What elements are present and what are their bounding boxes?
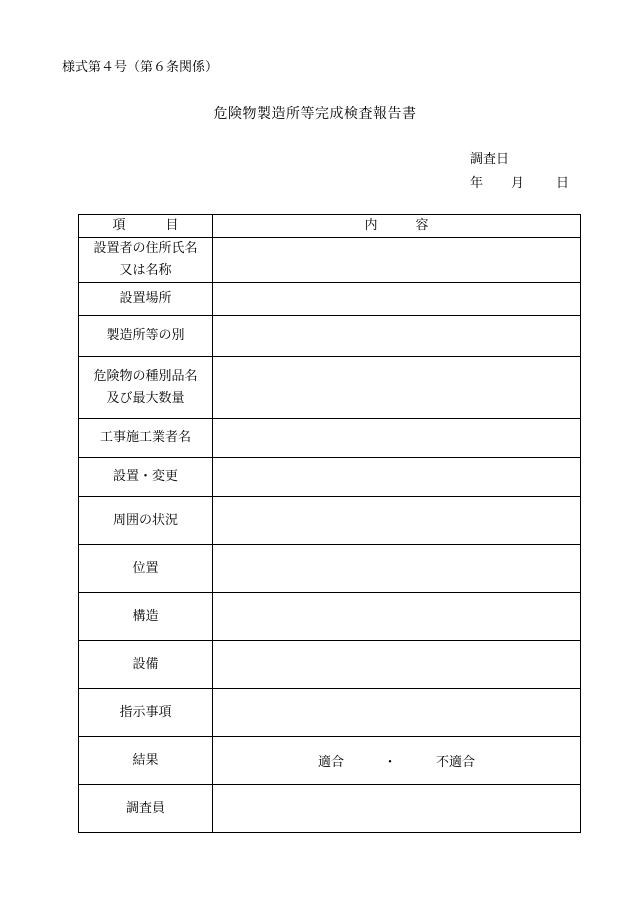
survey-date-line [470,172,569,191]
table-row [79,283,581,316]
table-row [79,785,581,833]
table-row [79,238,581,283]
document-title: 危険物製造所等完成検査報告書 [213,106,417,122]
row-value-position[interactable] [213,545,581,593]
row-value-surroundings[interactable] [213,497,581,545]
row-value-contractor[interactable] [213,419,581,458]
result-pass-option[interactable]: 適合 [317,755,344,770]
row-label-structure: 構造 [79,593,213,641]
table-row [79,593,581,641]
row-value-hazmat[interactable] [213,357,581,419]
row-value-structure[interactable] [213,593,581,641]
column-header-content: 内 容 [213,215,581,238]
row-label-result: 結果 [79,737,213,785]
row-label-applicant: 設置者の住所氏名 又は名称 [79,238,213,283]
row-value-inspector[interactable] [213,785,581,833]
row-label-hazmat: 危険物の種別品名 及び最大数量 [79,357,213,419]
row-label-surroundings: 周囲の状況 [79,497,213,545]
table-row [79,737,581,785]
survey-date-label: 調査日 [470,152,510,167]
form-number-label: 様式第４号（第６条関係） [62,60,219,75]
table-row [79,419,581,458]
row-label-contractor: 工事施工業者名 [79,419,213,458]
date-year-label: 年 [470,176,484,191]
table-row [79,641,581,689]
table-row [79,316,581,357]
row-value-install-change[interactable] [213,458,581,497]
date-day-label: 日 [556,176,570,191]
row-label-install-change: 設置・変更 [79,458,213,497]
date-month-label: 月 [511,176,525,191]
row-label-instructions: 指示事項 [79,689,213,737]
table-header-row [79,215,581,238]
row-label-inspector: 調査員 [79,785,213,833]
result-fail-option[interactable]: 不適合 [436,755,476,770]
row-value-location[interactable] [213,283,581,316]
report-table [78,214,581,833]
column-header-item: 項 目 [79,215,213,238]
row-value-result [213,737,581,785]
table-row [79,545,581,593]
row-label-facility-type: 製造所等の別 [79,316,213,357]
row-label-location: 設置場所 [79,283,213,316]
row-value-equipment[interactable] [213,641,581,689]
result-separator: ・ [383,755,397,770]
table-row [79,689,581,737]
row-label-equipment: 設備 [79,641,213,689]
row-label-position: 位置 [79,545,213,593]
row-value-applicant[interactable] [213,238,581,283]
table-row [79,357,581,419]
table-row [79,497,581,545]
row-value-instructions[interactable] [213,689,581,737]
table-row [79,458,581,497]
row-value-facility-type[interactable] [213,316,581,357]
